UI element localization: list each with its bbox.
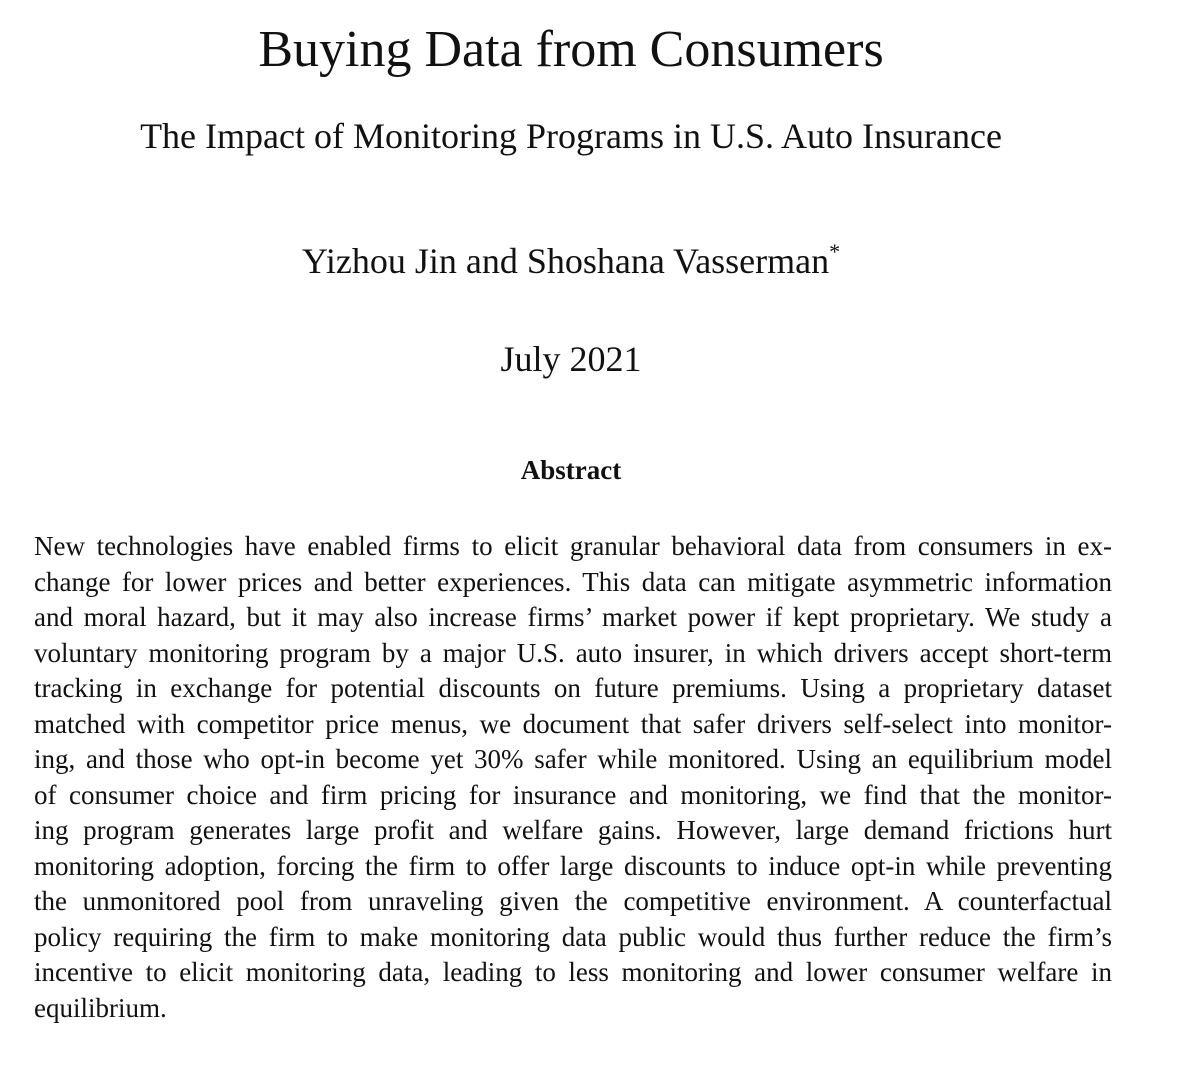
- abstract-line: the unmonitored pool from unraveling given the competitive environment. A counterfactual: [34, 886, 1112, 916]
- paper-title: Buying Data from Consumers: [258, 21, 884, 78]
- abstract-line: tracking in exchange for potential discounts on future premiums. Using a proprietary dataset: [34, 673, 1112, 703]
- abstract-line: policy requiring the firm to make monitoring data public would thus further reduce the firm’s: [34, 921, 1112, 952]
- abstract-line: change for lower prices and better experiences. This data can mitigate asymmetric information: [34, 566, 1112, 597]
- abstract-body: [34, 529, 1112, 1026]
- abstract-line: monitoring adoption, forcing the firm to offer large discounts to induce opt-in while preventing: [34, 850, 1112, 881]
- abstract-line: ing, and those who opt-in become yet 30% safer while monitored. Using an equilibrium model: [34, 744, 1112, 774]
- author-list: [0, 236, 1142, 286]
- abstract-heading: Abstract: [520, 455, 622, 485]
- abstract-line: ing program generates large profit and welfare gains. However, large demand frictions hurt: [34, 815, 1112, 845]
- paper-subtitle: The Impact of Monitoring Programs in U.S. Auto Insurance: [140, 116, 1002, 156]
- abstract-line: of consumer choice and firm pricing for insurance and monitoring, we find that the monitor-: [34, 779, 1112, 810]
- publication-date: July 2021: [500, 339, 642, 379]
- abstract-line: and moral hazard, but it may also increase firms’ market power if kept proprietary. We study a: [34, 602, 1112, 632]
- abstract-line: New technologies have enabled firms to elicit granular behavioral data from consumers in ex-: [34, 531, 1112, 561]
- abstract-line: incentive to elicit monitoring data, leading to less monitoring and lower consumer welfare in: [34, 957, 1112, 987]
- abstract-line: matched with competitor price menus, we document that safer drivers self-select into monitor-: [34, 708, 1112, 739]
- author-names: Yizhou Jin and Shoshana Vasserman: [301, 241, 830, 281]
- author-footnote-mark: *: [829, 239, 841, 264]
- abstract-line: voluntary monitoring program by a major U.S. auto insurer, in which drivers accept short-term: [34, 637, 1112, 668]
- abstract-line: equilibrium.: [34, 992, 167, 1023]
